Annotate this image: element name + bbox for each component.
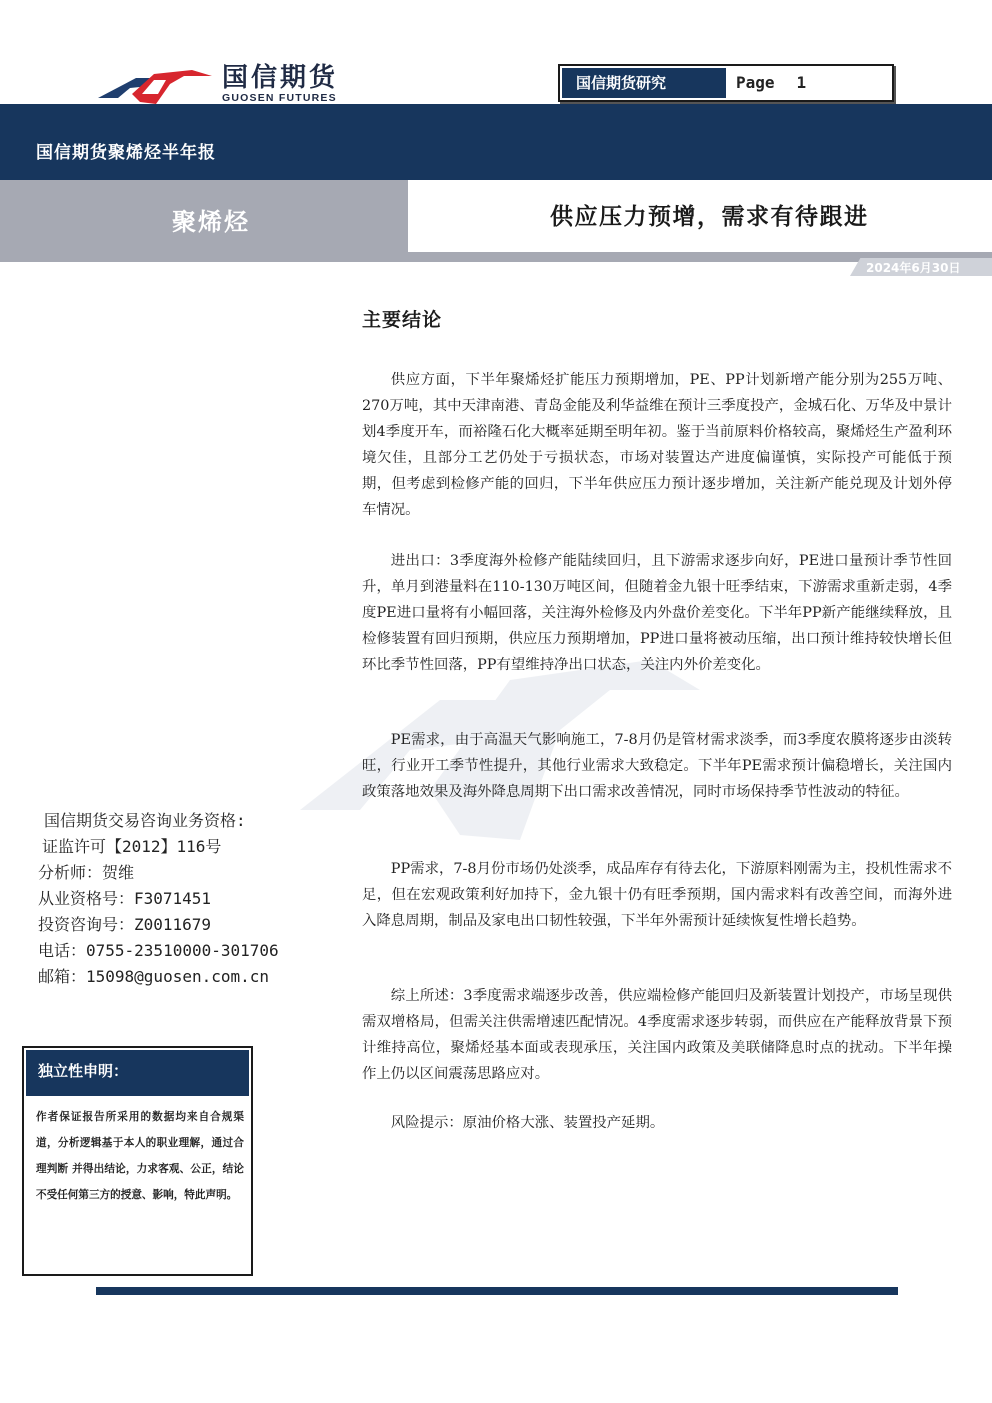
email: 邮箱：15098@guosen.com.cn (38, 967, 270, 986)
independence-statement-body: 作者保证报告所采用的数据均来自合规渠道，分析逻辑基于本人的职业理解，通过合理判断 并得出结论，力求客观、公正，结论不受任何第三方的授意、影响，特此声明。 (36, 1111, 244, 1201)
phone: 电话：0755-23510000-301706 (38, 941, 279, 960)
paragraph-summary: 综上所述：3季度需求端逐步改善，供应端检修产能回归及新装置计划投产，市场呈现供需双增格局，但需关注供需增速匹配情况。4季度需求逐步转弱，而供应在产能释放背景下预计维持高位，聚烯烃基本面或表现承压，关注国内政策及美联储降息时点的扰动。下半年操作上仍以区间震荡思路应对。 (362, 988, 952, 1082)
paragraph-risk: 风险提示：原油价格大涨、装置投产延期。 (390, 1115, 665, 1131)
qualification-number: 从业资格号：F3071451 (38, 889, 212, 908)
independence-statement-box (22, 1046, 253, 1276)
footer-bar (96, 1287, 898, 1295)
license-qualification: 国信期货交易咨询业务资格: (44, 811, 246, 830)
paragraph-pp-demand: PP需求，7-8月份市场仍处淡季，成品库存有待去化，下游原料刚需为主，投机性需求不足，但在宏观政策利好加持下，金九银十仍有旺季预期，国内需求料有改善空间，而海外进入降息周期，制品及家电出口韧性较强，下半年外需预计延续恢复性增长趋势。 (362, 861, 952, 929)
grey-divider (0, 252, 992, 262)
header-box (558, 64, 894, 102)
page-indicator (736, 68, 828, 98)
license-number: 证监许可【2012】116号 (42, 837, 222, 856)
report-title: 国信期货聚烯烃半年报 (36, 143, 216, 163)
independence-statement-title: 独立性申明： (26, 1050, 249, 1096)
guosen-logo-icon (96, 64, 214, 106)
page-label: Page (736, 73, 775, 92)
paragraph-pe-demand: PE需求，由于高温天气影响施工，7-8月仍是管材需求淡季，而3季度农膜将逐步由淡转旺，行业开工季节性提升，其他行业需求大致稳定。下半年PE需求预计偏稳增长，关注国内政策落地效果及海外降息周期下出口需求改善情况，同时市场保持季节性波动的特征。 (362, 732, 952, 800)
research-label: 国信期货研究 (562, 68, 726, 98)
consulting-number: 投资咨询号：Z0011679 (38, 915, 212, 934)
product-name: 聚烯烃 (172, 208, 250, 236)
section-heading: 主要结论 (362, 309, 443, 331)
logo-wordmark-en: GUOSEN FUTURES (222, 92, 337, 104)
report-date: 2024年6月30日 (866, 261, 961, 275)
page-number: 1 (796, 73, 807, 92)
paragraph-supply: 供应方面，下半年聚烯烃扩能压力预期增加，PE、PP计划新增产能分别为255万吨、270万吨，其中天津南港、青岛金能及利华益维在预计三季度投产，金城石化、万华及中景计划4季度开车，而裕隆石化大概率延期至明年初。鉴于当前原料价格较高，聚烯烃生产盈利环境欠佳，且部分工艺仍处于亏损状态，市场对装置达产进度偏谨慎，实际投产可能低于预期，但考虑到检修产能的回归，下半年供应压力预计逐步增加，关注新产能兑现及计划外停车情况。 (362, 372, 952, 518)
paragraph-trade: 进出口：3季度海外检修产能陆续回归，且下游需求逐步向好，PE进口量预计季节性回升，单月到港量料在110-130万吨区间，但随着金九银十旺季结束，下游需求重新走弱，4季度PE进口量将有小幅回落，关注海外检修及内外盘价差变化。下半年PP新产能继续释放，且检修装置有回归预期，供应压力预期增加，PP进口量将被动压缩，出口预计维持较快增长但环比季节性回落，PP有望维持净出口状态，关注内外价差变化。 (362, 553, 952, 673)
logo-wordmark-cn: 国信期货 (222, 63, 339, 93)
analyst-name: 分析师：贺维 (38, 863, 135, 882)
report-headline: 供应压力预增，需求有待跟进 (550, 204, 869, 230)
analyst-info (38, 808, 279, 990)
